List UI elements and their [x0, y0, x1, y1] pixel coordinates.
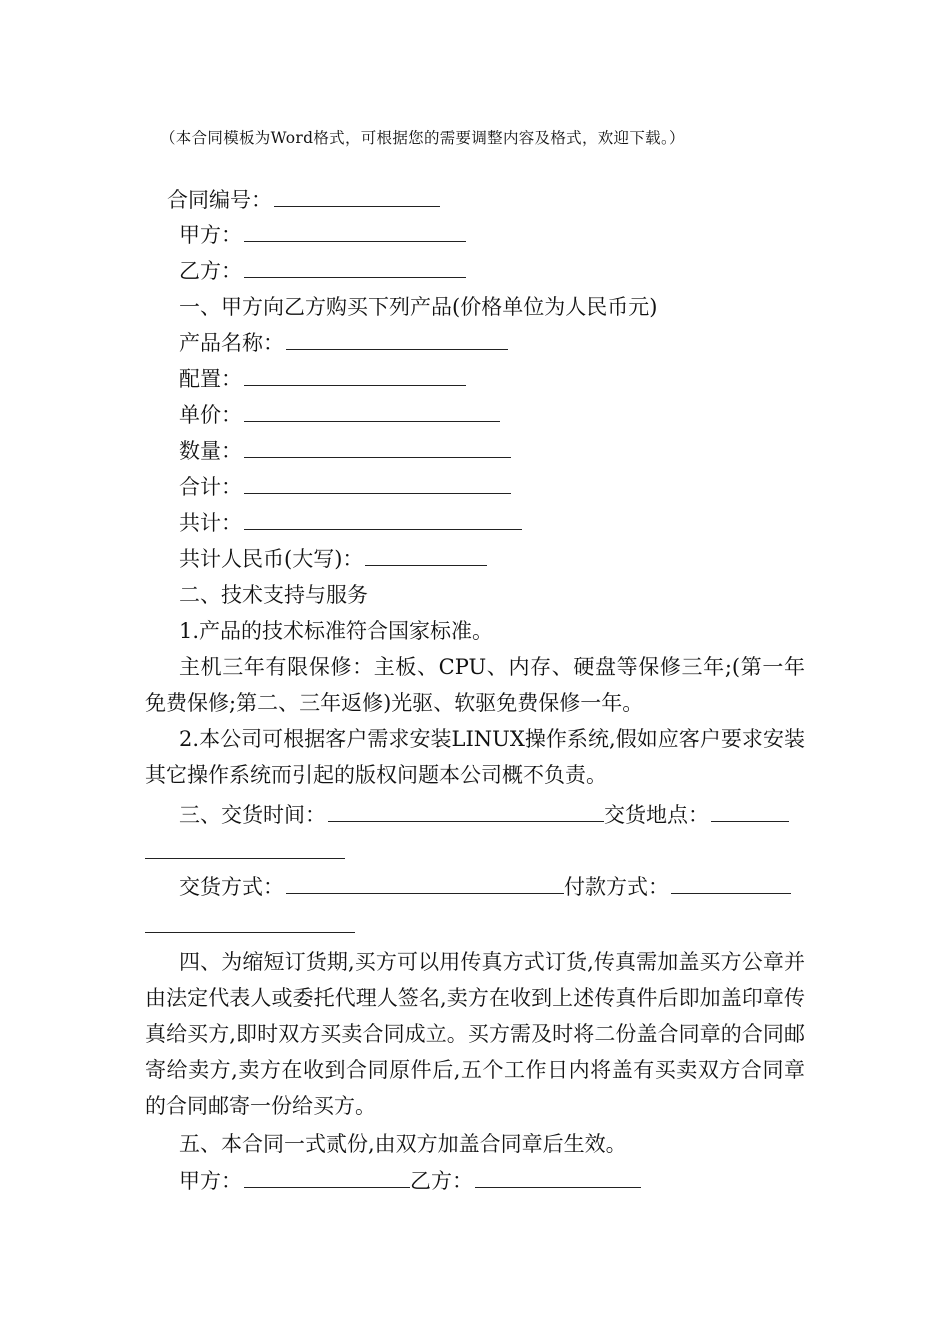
delivery-place-label: 交货地点：	[604, 803, 709, 827]
contract-number-blank[interactable]	[274, 188, 440, 207]
section4-paragraph: 四、为缩短订货期,买方可以用传真方式订货,传真需加盖买方公章并由法定代表人或委托代理人签名,卖方在收到上述传真件后即加盖印章传真给买方,即时双方买卖合同成立。买方需及时将二份盖合同章的合同邮寄给卖方,卖方在收到合同原件后,五个工作日内将盖有买卖双方合同章的合同邮寄一份给买方。	[145, 950, 805, 1118]
unit-price-blank[interactable]	[244, 403, 500, 422]
payment-method-blank[interactable]	[671, 875, 791, 894]
quantity-blank[interactable]	[244, 439, 511, 458]
config-label: 配置：	[179, 367, 242, 391]
signature-party-a-blank[interactable]	[244, 1169, 410, 1188]
quantity-line	[145, 433, 839, 469]
section1-heading: 一、甲方向乙方购买下列产品(价格单位为人民币元)	[179, 295, 658, 319]
total-rmb-label: 共计人民币(大写)：	[179, 547, 364, 571]
delivery-method-line	[145, 869, 839, 905]
tech-standard-item: 1.产品的技术标准符合国家标准。	[179, 619, 494, 643]
template-note: （本合同模板为Word格式，可根据您的需要调整内容及格式，欢迎下载。）	[160, 129, 685, 147]
total-rmb-blank[interactable]	[365, 547, 487, 566]
delivery-method-blank[interactable]	[286, 875, 564, 894]
subtotal-label: 合计：	[179, 475, 242, 499]
warranty-paragraph: 主机三年有限保修：主板、CPU、内存、硬盘等保修三年;(第一年免费保修;第二、三年返修)光驱、软驱免费保修一年。	[145, 655, 805, 715]
config-line	[145, 361, 839, 397]
unit-price-label: 单价：	[179, 403, 242, 427]
signature-party-b-label: 乙方：	[410, 1169, 473, 1193]
payment-method-blank-continued[interactable]	[145, 932, 355, 933]
subtotal-blank[interactable]	[244, 475, 511, 494]
os-install-paragraph: 2.本公司可根据客户需求安装LINUX操作系统,假如应客户要求安装其它操作系统而引起的版权问题本公司概不负责。	[145, 727, 805, 787]
signature-party-a-label: 甲方：	[179, 1169, 242, 1193]
signature-line	[145, 1163, 839, 1199]
product-name-line	[145, 325, 839, 361]
total-rmb-line	[145, 541, 839, 577]
delivery-time-label: 三、交货时间：	[179, 803, 326, 827]
signature-party-b-blank[interactable]	[475, 1169, 641, 1188]
quantity-label: 数量：	[179, 439, 242, 463]
config-blank[interactable]	[244, 367, 466, 386]
party-a-label: 甲方：	[179, 223, 242, 247]
delivery-method-label: 交货方式：	[179, 875, 284, 899]
total-blank[interactable]	[244, 511, 522, 530]
delivery-place-blank[interactable]	[711, 803, 789, 822]
unit-price-line	[145, 397, 839, 433]
delivery-time-blank[interactable]	[328, 803, 604, 822]
contract-number-line	[145, 182, 827, 218]
party-b-line	[145, 253, 839, 289]
party-a-blank[interactable]	[244, 223, 466, 242]
total-line	[145, 505, 839, 541]
delivery-place-blank-continued[interactable]	[145, 858, 345, 859]
contract-number-label: 合同编号：	[167, 188, 272, 212]
section2-heading: 二、技术支持与服务	[179, 583, 368, 607]
total-label: 共计：	[179, 511, 242, 535]
section5-text: 五、本合同一式贰份,由双方加盖合同章后生效。	[179, 1132, 627, 1156]
product-name-blank[interactable]	[286, 331, 508, 350]
party-b-label: 乙方：	[179, 259, 242, 283]
subtotal-line	[145, 469, 839, 505]
product-name-label: 产品名称：	[179, 331, 284, 355]
party-a-line	[145, 217, 839, 253]
delivery-time-line	[145, 797, 839, 833]
payment-method-label: 付款方式：	[564, 875, 669, 899]
party-b-blank[interactable]	[244, 259, 466, 278]
